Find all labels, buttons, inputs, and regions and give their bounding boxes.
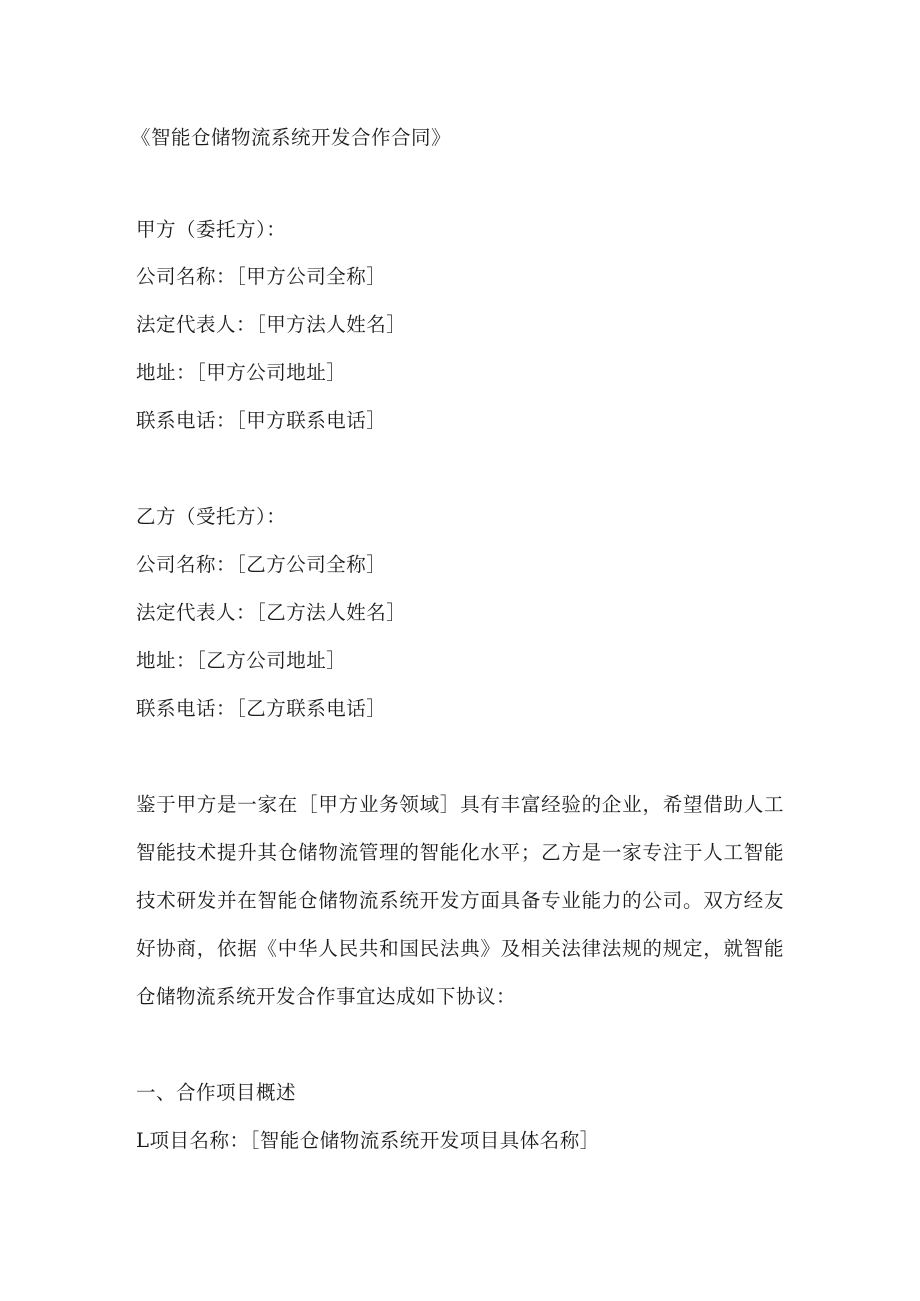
- party-a-address: 地址：［甲方公司地址］: [136, 361, 347, 384]
- party-b-phone: 联系电话：［乙方联系电话］: [136, 697, 387, 720]
- section-1-heading: 一、合作项目概述: [136, 1081, 297, 1104]
- party-a-phone: 联系电话：［甲方联系电话］: [136, 409, 387, 432]
- party-b-heading: 乙方（受托方）：: [136, 505, 287, 528]
- party-b-company: 公司名称：［乙方公司全称］: [136, 553, 387, 576]
- party-a-company: 公司名称：［甲方公司全称］: [136, 265, 387, 288]
- party-a-heading: 甲方（委托方）：: [136, 218, 287, 241]
- preamble-paragraph: 鉴于甲方是一家在［甲方业务领域］具有丰富经验的企业，希望借助人工智能技术提升其仓储物流管理的智能化水平；乙方是一家专注于人工智能技术研发并在智能仓储物流系统开发方面具备专业能力的公司。双方经友好协商，依据《中华人民共和国民法典》及相关法律法规的规定，就智能仓储物流系统开发合作事宜达成如下协议：: [136, 793, 784, 1008]
- section-1-item-1: L项目名称：［智能仓储物流系统开发项目具体名称］: [136, 1129, 600, 1152]
- document-title: 《智能仓储物流系统开发合作合同》: [131, 126, 452, 149]
- party-a-representative: 法定代表人：［甲方法人姓名］: [136, 313, 407, 336]
- party-b-address: 地址：［乙方公司地址］: [136, 649, 347, 672]
- party-b-representative: 法定代表人：［乙方法人姓名］: [136, 601, 407, 624]
